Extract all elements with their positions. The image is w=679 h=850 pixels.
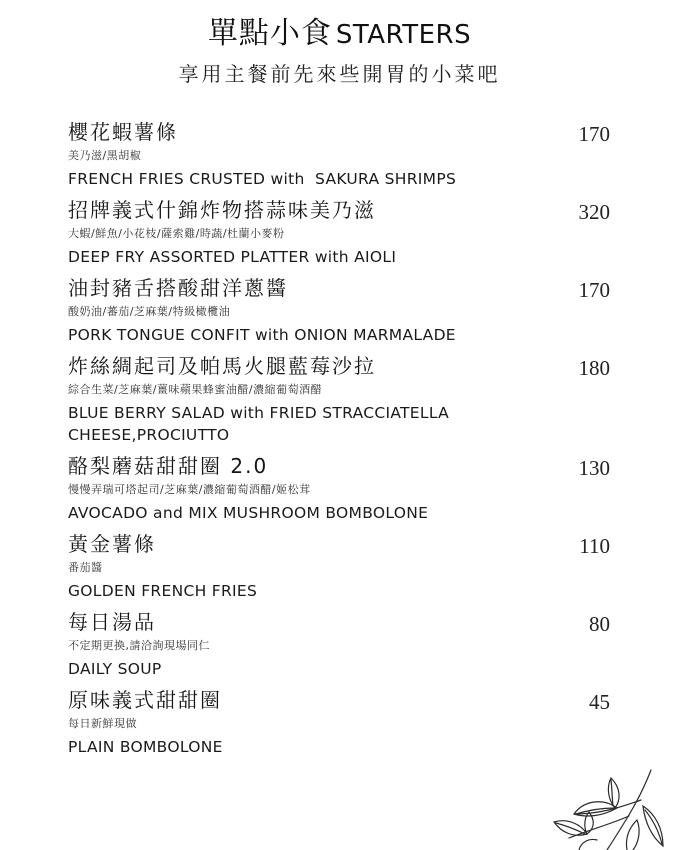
item-name-en: GOLDEN FRENCH FRIES <box>68 582 258 600</box>
item-name-en: PLAIN BOMBOLONE <box>68 738 223 756</box>
item-price: 180 <box>578 356 610 380</box>
item-name-en: DEEP FRY ASSORTED PLATTER with AIOLI <box>68 248 397 266</box>
item-name-en: DAILY SOUP <box>68 660 162 678</box>
item-price: 170 <box>578 122 610 146</box>
item-price: 110 <box>579 534 610 558</box>
item-description: 慢慢弄瑞可塔起司/芝麻葉/濃縮葡萄酒醋/姬松茸 <box>68 483 311 496</box>
item-name-en: FRENCH FRIES CRUSTED with SAKURA SHRIMPS <box>68 170 457 188</box>
menu-item <box>68 608 628 680</box>
item-name-zh: 原味義式甜甜圈 <box>68 688 222 712</box>
menu-item <box>68 274 628 346</box>
menu-item <box>68 352 628 446</box>
item-price: 130 <box>578 456 610 480</box>
page-title <box>0 14 679 55</box>
menu-item <box>68 196 628 268</box>
leaf-branch-icon <box>529 758 679 850</box>
item-name-en: AVOCADO and MIX MUSHROOM BOMBOLONE <box>68 504 429 522</box>
item-price: 170 <box>578 278 610 302</box>
menu-list <box>68 118 628 764</box>
item-description: 每日新鮮現做 <box>68 717 137 730</box>
item-description: 酸奶油/蕃茄/芝麻葉/特級橄欖油 <box>68 305 231 318</box>
menu-item <box>68 686 628 758</box>
item-name-zh: 酪梨蘑菇甜甜圈 2.0 <box>68 454 269 478</box>
title-en: STARTERS <box>335 20 472 50</box>
item-name-zh: 炸絲綢起司及帕馬火腿藍莓沙拉 <box>68 354 376 378</box>
menu-header <box>0 14 679 89</box>
item-name-zh: 油封豬舌搭酸甜洋蔥醬 <box>68 276 288 300</box>
title-zh: 單點小食 <box>207 16 332 51</box>
item-description: 綜合生菜/芝麻葉/薑味蘋果蜂蜜油醋/濃縮葡萄酒醋 <box>68 383 323 396</box>
item-description: 番茄醬 <box>68 561 103 574</box>
menu-item <box>68 530 628 602</box>
item-price: 45 <box>589 690 610 714</box>
item-description: 美乃滋/黑胡椒 <box>68 149 142 162</box>
item-name-zh: 每日湯品 <box>68 610 156 634</box>
item-description: 大蝦/鮮魚/小花枝/薩索雞/時蔬/杜蘭小麥粉 <box>68 227 285 240</box>
item-price: 80 <box>589 612 610 636</box>
item-price: 320 <box>578 200 610 224</box>
item-description: 不定期更換,請洽詢現場同仁 <box>68 639 210 652</box>
item-name-zh: 黃金薯條 <box>68 532 156 556</box>
menu-item <box>68 452 628 524</box>
item-name-en: PORK TONGUE CONFIT with ONION MARMALADE <box>68 326 456 344</box>
page-subtitle: 享用主餐前先來些開胃的小菜吧 <box>178 62 501 86</box>
item-name-zh: 櫻花蝦薯條 <box>68 120 178 144</box>
item-name-en: BLUE BERRY SALAD with FRIED STRACCIATELLA CHEESE,PROCIUTTO <box>68 404 455 444</box>
menu-item <box>68 118 628 190</box>
item-name-zh: 招牌義式什錦炸物搭蒜味美乃滋 <box>68 198 376 222</box>
